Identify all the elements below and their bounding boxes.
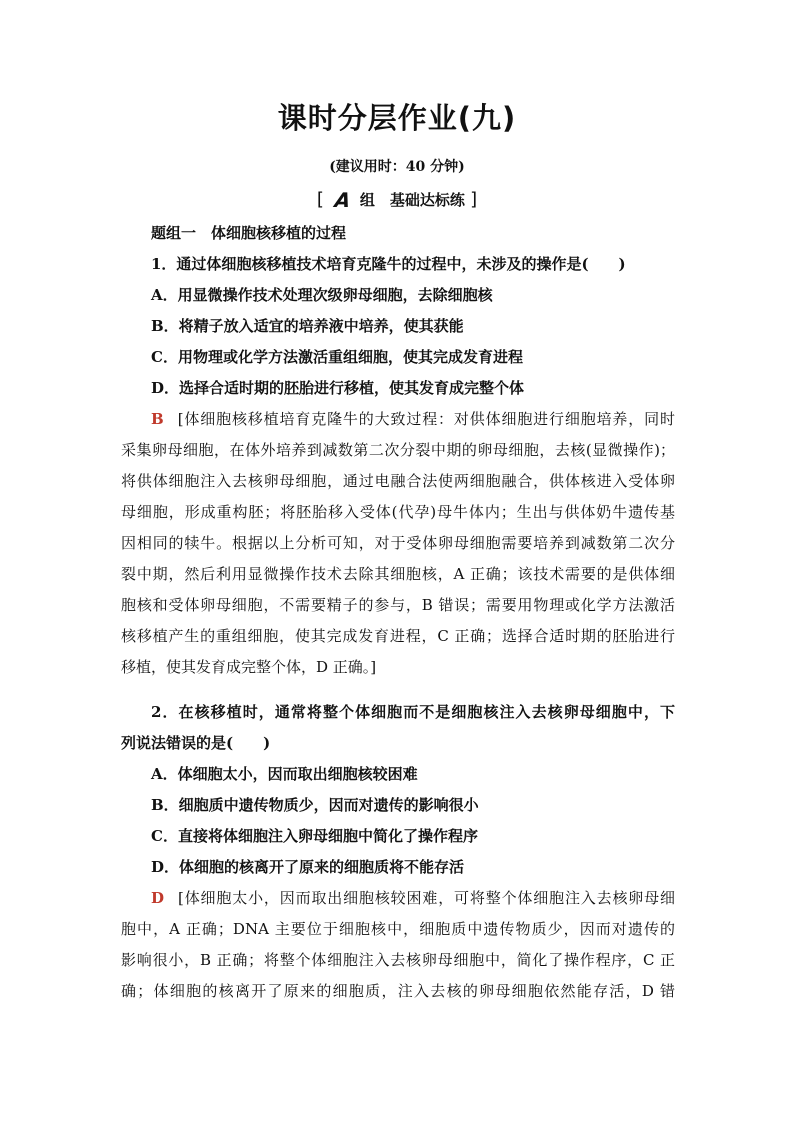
page-title: 课时分层作业(九) [277,101,517,135]
q1-explanation-line: 核移植产生的重组细胞，使其完成发育进程，C 正确；选择合适时期的胚胎进行 [121,627,675,645]
suggested-time: (建议用时：40 分钟) [329,159,465,175]
q1-option-b: B．将精子放入适宜的培养液中培养，使其获能 [151,317,464,335]
group-heading [0,188,794,212]
q1-explanation-line: 移植，使其发育成完整个体，D 正确。] [121,658,377,676]
group-letter: A [333,188,353,212]
question-content [121,218,675,1007]
q2-option-c: C．直接将体细胞注入卵母细胞中简化了操作程序 [151,827,478,845]
q1-explanation-line: 将供体细胞注入去核卵母细胞，通过电融合法使两细胞融合，供体核进入受体卵 [121,472,675,490]
q1-explanation-line: 因相同的犊牛。根据以上分析可知，对于受体卵母细胞需要培养到减数第二次分 [121,534,675,552]
q1-explanation-line: 采集卵母细胞，在体外培养到减数第二次分裂中期的卵母细胞，去核(显微操作)； [121,441,675,459]
q2-option-d: D．体细胞的核离开了原来的细胞质将不能存活 [151,858,465,876]
q1-answer: B [151,410,164,428]
group-label: 组 基础达标练 [359,191,465,209]
q2-explanation-line: 影响很小，B 正确；将整个体细胞注入去核卵母细胞中，简化了操作程序，C 正 [121,951,675,969]
q2-stem: 列说法错误的是( ) [121,734,271,752]
q1-explanation-line: 母细胞，形成重构胚；将胚胎移入受体(代孕)母牛体内；生出与供体奶牛遗传基 [121,503,675,521]
q1-explanation-line: 胞核和受体卵母细胞，不需要精子的参与，B 错误；需要用物理或化学方法激活 [121,596,675,614]
section-heading: 题组一 体细胞核移植的过程 [151,224,347,242]
q1-stem: 1．通过体细胞核移植技术培育克隆牛的过程中，未涉及的操作是( ) [151,255,626,273]
q2-answer: D [151,889,165,907]
q2-explanation-line: D [体细胞太小，因而取出细胞核较困难，可将整个体细胞注入去核卵母细 [151,889,675,907]
q2-stem: 2．在核移植时，通常将整个体细胞而不是细胞核注入去核卵母细胞中，下 [151,703,675,721]
q2-option-a: A．体细胞太小，因而取出细胞核较困难 [151,765,418,783]
q2-option-b: B．细胞质中遗传物质少，因而对遗传的影响很小 [151,796,479,814]
group-bracket-open: [ [316,189,324,210]
q2-explanation-line: 胞中，A 正确；DNA 主要位于细胞核中，细胞质中遗传物质少，因而对遗传的 [121,920,675,938]
q2-explanation-line: 确；体细胞的核离开了原来的细胞质，注入去核的卵母细胞依然能存活，D 错 [121,982,675,1000]
q1-option-d: D．选择合适时期的胚胎进行移植，使其发育成完整个体 [151,379,525,397]
q1-option-c: C．用物理或化学方法激活重组细胞，使其完成发育进程 [151,348,523,366]
group-bracket-close: ] [470,189,478,210]
q1-explanation-line: B [体细胞核移植培育克隆牛的大致过程：对供体细胞进行细胞培养，同时 [151,410,675,428]
q1-option-a: A．用显微操作技术处理次级卵母细胞，去除细胞核 [151,286,493,304]
q1-explanation-line: 裂中期，然后利用显微操作技术去除其细胞核，A 正确；该技术需要的是供体细 [121,565,675,583]
